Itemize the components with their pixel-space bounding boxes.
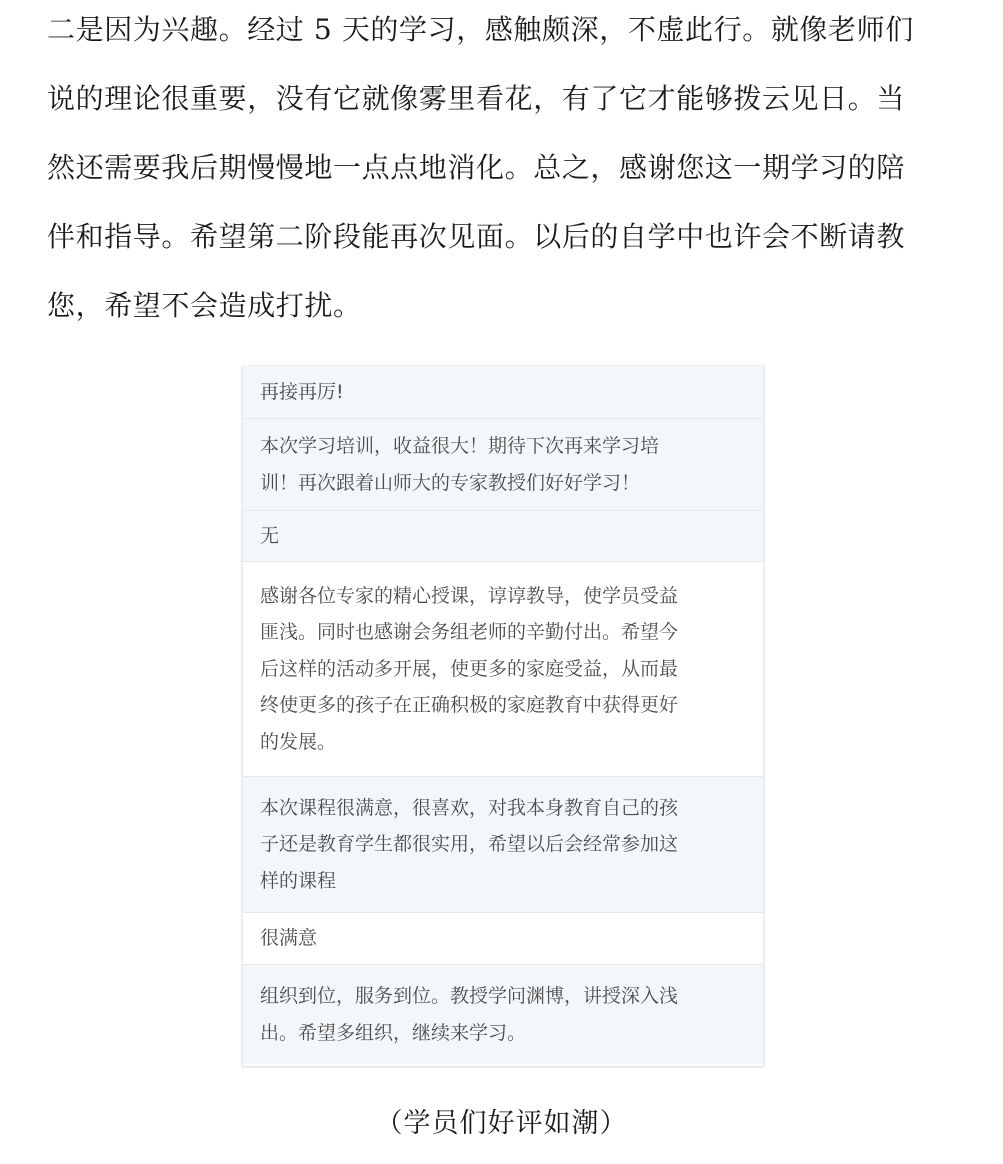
article-line: 说的理论很重要，没有它就像雾里看花，有了它才能够拨云见日。当 (47, 82, 906, 115)
comment-item (243, 366, 763, 418)
comment-line: 很满意 (260, 927, 318, 950)
comment-line: 组织到位，服务到位。教授学问渊博，讲授深入浅 (260, 985, 679, 1007)
comment-line: 本次学习培训，收益很大！期待下次再来学习培 (260, 435, 660, 457)
feedback-screenshot (242, 366, 764, 1067)
article-line: 您，希望不会造成打扰。 (47, 289, 362, 322)
comment-line: 匪浅。同时也感谢会务组老师的辛勤付出。希望今 (260, 621, 679, 644)
article-line: 然还需要我后期慢慢地一点点地消化。总之，感谢您这一期学习的陪 (47, 151, 906, 184)
comment-line: 的发展。 (260, 730, 337, 753)
comment-item (243, 912, 763, 964)
comment-line: 再接再厉! (260, 380, 344, 403)
comment-item (243, 418, 763, 510)
comment-line: 后这样的活动多开展，使更多的家庭受益，从而最 (260, 657, 679, 680)
comment-item (243, 964, 763, 1064)
comment-line: 训！再次跟着山师大的专家教授们好好学习！ (260, 471, 641, 494)
comment-line: 感谢各位专家的精心授课，谆谆教导，使学员受益 (260, 584, 679, 607)
article-line: 二是因为兴趣。经过 5 天的学习，感触颇深，不虚此行。就像老师们 (47, 13, 914, 46)
comment-line: 无 (260, 524, 280, 547)
comment-item (243, 510, 763, 561)
figure-caption: （学员们好评如潮） (375, 1108, 628, 1139)
comment-line: 终使更多的孩子在正确积极的家庭教育中获得更好 (260, 694, 679, 717)
comment-line: 样的课程 (260, 869, 337, 892)
comment-line: 本次课程很满意，很喜欢，对我本身教育自己的孩 (260, 796, 679, 819)
article-line: 伴和指导。希望第二阶段能再次见面。以后的自学中也许会不断请教 (47, 220, 906, 253)
article-body (47, 0, 967, 340)
comment-line: 子还是教育学生都很实用，希望以后会经常参加这 (260, 833, 679, 856)
comment-item (243, 776, 763, 912)
comment-item (243, 561, 763, 776)
comment-line: 出。希望多组织，继续来学习。 (260, 1021, 527, 1044)
